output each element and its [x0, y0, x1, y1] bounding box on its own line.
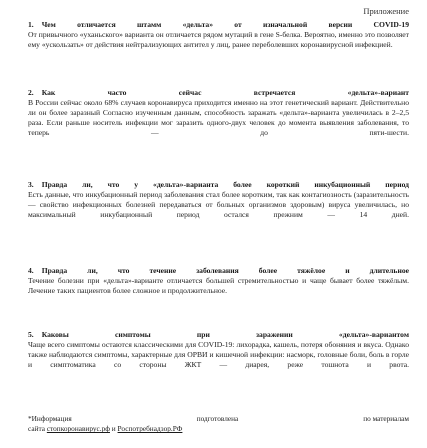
question-section-2 — [28, 88, 409, 138]
question-answer: В России сейчас около 68% случаев коронавируса приходится именно на этот генетический вариант. Действительно ли он более заразный Согласно изученным данным, способность заражать «дельта»-варианта увеличилась в 2–2,5 раза. Если раньше носитель инфекции мог заразить одного-двух человек до момента выявления заболевания, то теперь — до пяти-шести. — [28, 98, 409, 138]
question-section-4 — [28, 266, 409, 296]
question-title — [28, 266, 409, 276]
question-title-text: Правда ли, что течение заболевания более тяжёлое и длительное — [41, 266, 409, 275]
question-title-text: Каковы симптомы при заражении «дельта»-вариантом — [41, 330, 409, 339]
question-section-5 — [28, 330, 409, 370]
question-section-1 — [28, 20, 409, 50]
footnote-joiner: и — [111, 424, 116, 434]
question-title-text: Чем отличается штамм «дельта» от изначальной версии COVID-19 — [41, 20, 409, 29]
question-number: 5. — [28, 330, 34, 339]
question-number: 1. — [28, 20, 34, 29]
question-title — [28, 180, 409, 190]
source-footnote — [28, 414, 409, 434]
question-number: 4. — [28, 266, 34, 275]
question-title-text: Как часто сейчас встречается «дельта»-вариант — [41, 88, 409, 97]
question-title — [28, 20, 409, 30]
question-answer: От привычного «уханьского» варианта он отличается рядом мутаций в гене S-белка. Вероятно, именно это позволяет ему «ускользать» от действия нейтрализующих антител у лиц, ранее переболевших коронавирусной инфекцией. — [28, 30, 409, 50]
question-answer: Есть данные, что инкубационный период заболевания стал более коротким, так как контагиозность (заразительность — свойство инфекционных болезней передаваться от больных организмов здоровым) вируса увеличилась, но максимальный инкубационный период остался прежним — 14 дней. — [28, 190, 409, 220]
question-answer: Чаще всего симптомы остаются классическими для COVID-19: лихорадка, кашель, потеря обоняния и вкуса. Однако также наблюдаются симптомы, характерные для ОРВИ и кишечной инфекции: насморк, головные боли, боль в горле и симптоматика со стороны ЖКТ — диарея, реже тошнота и рвота. — [28, 340, 409, 370]
question-title — [28, 330, 409, 340]
footnote-line-1 — [28, 414, 409, 424]
footnote-word: по материалам — [363, 414, 409, 423]
question-title — [28, 88, 409, 98]
rospotrebnadzor-link[interactable]: Роспотребнадзор.РФ — [117, 424, 183, 434]
question-title-text: Правда ли, что у «дельта»-варианта более короткий инкубационный период — [41, 180, 409, 189]
footnote-word: подготовлена — [196, 414, 239, 423]
question-number: 2. — [28, 88, 34, 97]
footnote-line-2 — [28, 424, 409, 434]
footnote-prefix: сайта — [28, 424, 45, 434]
question-number: 3. — [28, 180, 34, 189]
stopcoronavirus-link[interactable]: стопкоронавирус.рф — [46, 424, 110, 434]
appendix-label: Приложение — [363, 6, 409, 16]
question-answer: Течение болезни при «дельта»-варианте отличается большей стремительностью и чаще бывает более тяжёлым. Лечение таких пациентов более сложное и продолжительное. — [28, 276, 409, 296]
footnote-word: *Информация — [28, 414, 72, 423]
question-section-3 — [28, 180, 409, 220]
